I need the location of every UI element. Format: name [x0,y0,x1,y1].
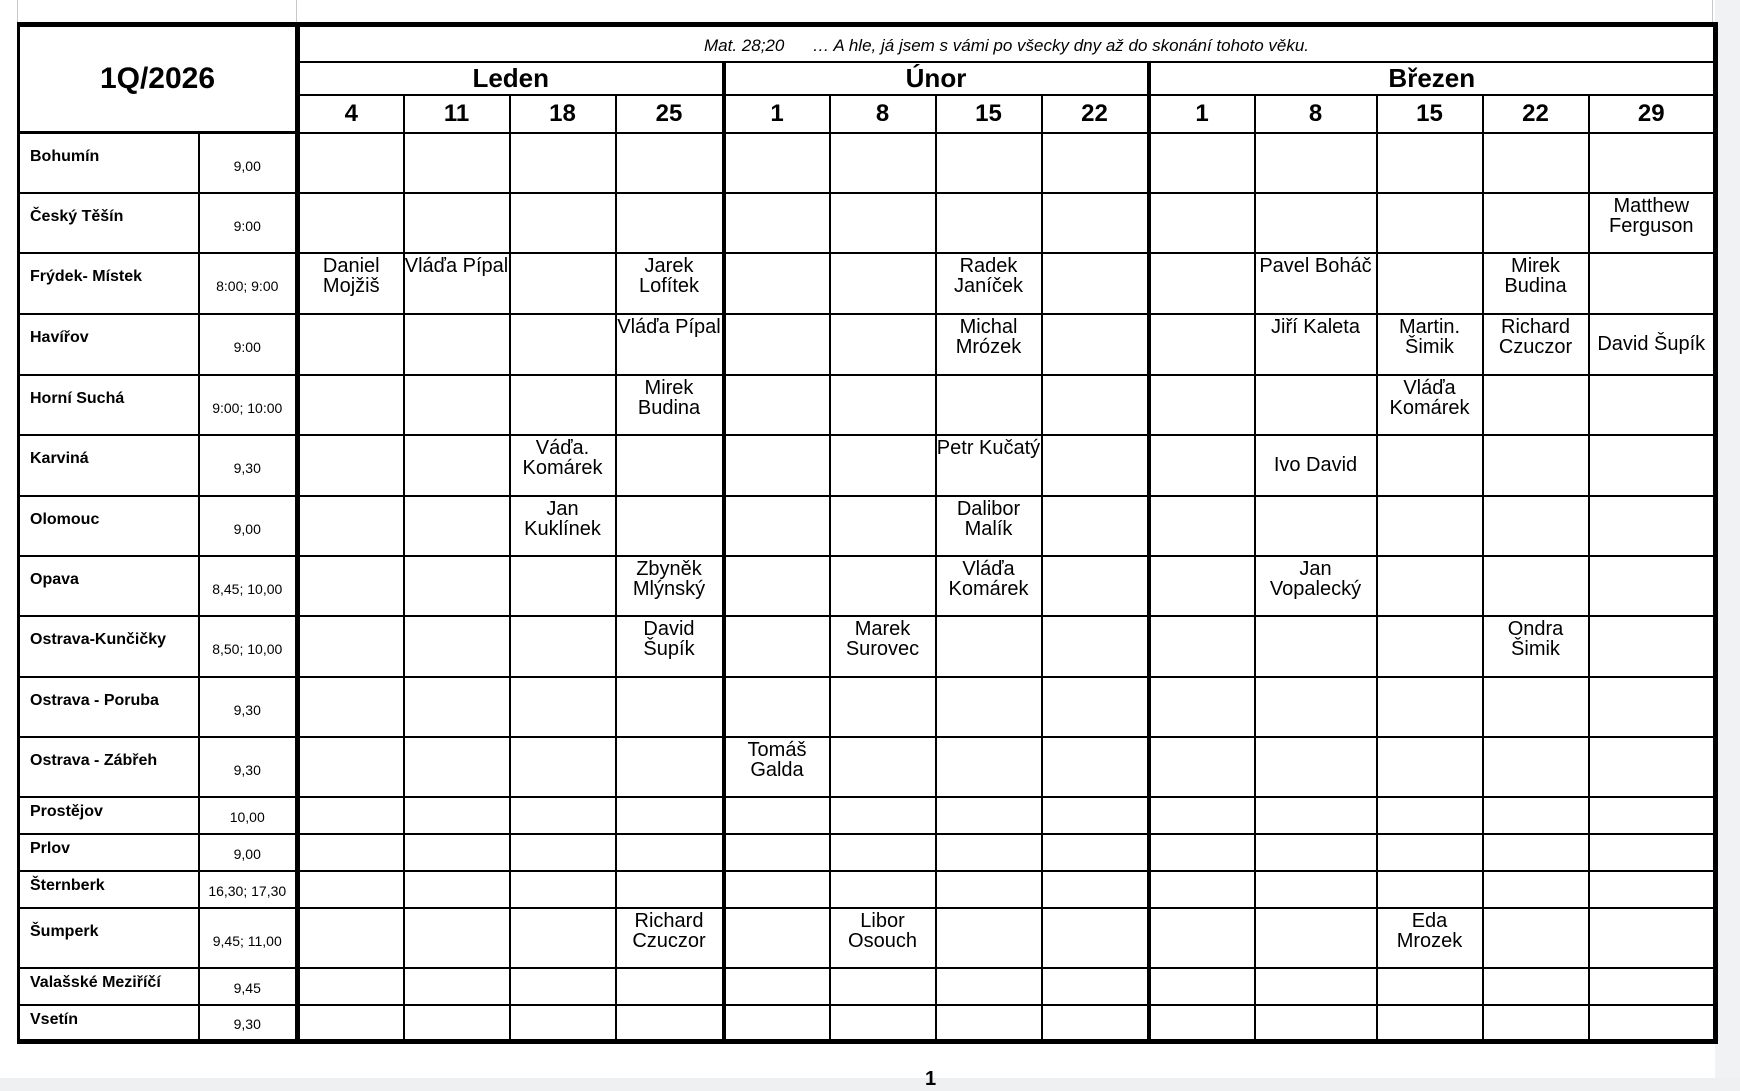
preacher-cell: Michal Mrózek [936,314,1042,375]
empty-slot [724,314,830,375]
preacher-cell: Martin. Šimik [1377,314,1483,375]
church-name: Havířov [19,314,199,375]
empty-slot [1589,496,1716,556]
service-time: 9,30 [199,1005,298,1042]
church-row [19,193,1716,253]
empty-slot [510,834,616,871]
empty-slot [830,314,936,375]
church-name: Bohumín [19,133,199,193]
church-name: Šternberk [19,871,199,908]
empty-slot [724,908,830,968]
empty-slot [830,496,936,556]
church-name: Šumperk [19,908,199,968]
church-name: Vsetín [19,1005,199,1042]
empty-slot [1377,193,1483,253]
empty-slot [1042,193,1149,253]
empty-slot [1042,133,1149,193]
preacher-cell: Váďa. Komárek [510,435,616,496]
empty-slot [830,677,936,737]
sunday-date: 18 [510,95,616,133]
empty-slot [1255,616,1377,677]
empty-slot [1589,797,1716,834]
empty-slot [1042,496,1149,556]
empty-slot [1255,133,1377,193]
empty-slot [724,375,830,435]
empty-slot [298,314,404,375]
empty-slot [298,375,404,435]
empty-slot [724,556,830,616]
empty-slot [298,1005,404,1042]
church-name: Prostějov [19,797,199,834]
month-header: Leden [298,62,724,95]
empty-slot [404,435,510,496]
preacher-cell: David Šupík [616,616,724,677]
empty-slot [404,1005,510,1042]
church-name: Ostrava - Zábřeh [19,737,199,797]
empty-slot [404,616,510,677]
sunday-date: 8 [1255,95,1377,133]
empty-slot [1042,908,1149,968]
preacher-cell: Vláďa Komárek [936,556,1042,616]
preacher-cell: David Šupík [1589,314,1716,375]
empty-slot [936,834,1042,871]
empty-slot [1589,616,1716,677]
empty-slot [510,908,616,968]
empty-slot [1377,834,1483,871]
empty-slot [616,834,724,871]
empty-slot [298,797,404,834]
empty-slot [724,193,830,253]
preacher-cell: Matthew Ferguson [1589,193,1716,253]
empty-slot [724,834,830,871]
service-time: 9:00; 10:00 [199,375,298,435]
preacher-cell: Vláďa Pípal [404,253,510,314]
sunday-date: 15 [936,95,1042,133]
empty-slot [1483,556,1589,616]
bible-verse [298,25,1716,62]
sunday-date: 29 [1589,95,1716,133]
empty-slot [936,1005,1042,1042]
empty-slot [1042,314,1149,375]
empty-slot [616,968,724,1005]
preacher-cell: Dalibor Malík [936,496,1042,556]
empty-slot [1377,871,1483,908]
empty-slot [830,133,936,193]
empty-slot [510,797,616,834]
empty-slot [1377,797,1483,834]
preacher-cell: Radek Janíček [936,253,1042,314]
church-row [19,314,1716,375]
sunday-date: 11 [404,95,510,133]
empty-slot [404,556,510,616]
sunday-date: 1 [1149,95,1255,133]
empty-slot [1377,616,1483,677]
empty-slot [1255,375,1377,435]
empty-slot [1255,677,1377,737]
empty-slot [510,871,616,908]
empty-slot [1589,556,1716,616]
empty-slot [830,193,936,253]
empty-slot [1255,871,1377,908]
empty-slot [404,834,510,871]
church-name: Prlov [19,834,199,871]
empty-slot [404,908,510,968]
preacher-cell: Mirek Budina [1483,253,1589,314]
empty-slot [1149,871,1255,908]
empty-slot [1589,253,1716,314]
empty-slot [724,496,830,556]
page-number: 1 [925,1068,937,1090]
church-name: Opava [19,556,199,616]
church-name: Valašské Meziříčí [19,968,199,1005]
empty-slot [830,556,936,616]
church-name: Karviná [19,435,199,496]
empty-slot [1377,737,1483,797]
empty-slot [1042,375,1149,435]
empty-slot [1149,737,1255,797]
empty-slot [936,908,1042,968]
preacher-cell: Petr Kučatý [936,435,1042,496]
verse-row [19,25,1716,62]
empty-slot [298,496,404,556]
empty-slot [1483,797,1589,834]
empty-slot [1377,556,1483,616]
empty-slot [298,834,404,871]
sunday-date: 8 [830,95,936,133]
empty-slot [830,375,936,435]
empty-slot [616,435,724,496]
empty-slot [616,797,724,834]
empty-slot [298,133,404,193]
empty-slot [404,968,510,1005]
church-row [19,496,1716,556]
empty-slot [510,1005,616,1042]
empty-slot [724,797,830,834]
empty-slot [1377,133,1483,193]
preacher-cell: Jan Vopalecký [1255,556,1377,616]
empty-slot [298,193,404,253]
empty-slot [936,677,1042,737]
church-row [19,133,1716,193]
empty-slot [1589,968,1716,1005]
empty-slot [1042,435,1149,496]
empty-slot [936,193,1042,253]
empty-slot [1149,193,1255,253]
sunday-date: 22 [1042,95,1149,133]
preacher-cell: Pavel Boháč [1255,253,1377,314]
verse-text: … A hle, já jsem s vámi po všecky dny až do skonání tohoto věku. [812,35,1310,55]
church-name: Ostrava - Poruba [19,677,199,737]
empty-slot [1042,556,1149,616]
church-name: Olomouc [19,496,199,556]
church-row [19,677,1716,737]
empty-slot [1149,133,1255,193]
church-row [19,616,1716,677]
preacher-cell: Tomáš Galda [724,737,830,797]
empty-slot [616,677,724,737]
empty-slot [1483,193,1589,253]
empty-slot [298,616,404,677]
month-header: Únor [724,62,1149,95]
empty-slot [1483,133,1589,193]
empty-slot [1149,968,1255,1005]
empty-slot [510,737,616,797]
empty-slot [1589,677,1716,737]
church-row [19,968,1716,1005]
empty-slot [830,968,936,1005]
empty-slot [1377,496,1483,556]
empty-slot [1483,968,1589,1005]
empty-slot [404,871,510,908]
empty-slot [1589,375,1716,435]
empty-slot [724,133,830,193]
preacher-cell: Jan Kuklínek [510,496,616,556]
empty-slot [724,435,830,496]
preacher-cell: Ivo David [1255,435,1377,496]
empty-slot [1255,968,1377,1005]
sunday-date: 1 [724,95,830,133]
preacher-cell: Mirek Budina [616,375,724,435]
empty-slot [830,737,936,797]
empty-slot [1149,435,1255,496]
service-time: 9,30 [199,737,298,797]
empty-slot [510,133,616,193]
empty-slot [1589,737,1716,797]
service-time: 8,45; 10,00 [199,556,298,616]
service-time: 16,30; 17,30 [199,871,298,908]
empty-slot [1589,133,1716,193]
empty-slot [1589,1005,1716,1042]
empty-slot [1149,1005,1255,1042]
preacher-cell: Ondra Šimik [1483,616,1589,677]
previous-page-remnant [0,0,1740,22]
empty-slot [1042,253,1149,314]
empty-slot [1149,616,1255,677]
empty-slot [1483,1005,1589,1042]
empty-slot [936,737,1042,797]
empty-slot [936,133,1042,193]
preacher-cell: Jarek Lofítek [616,253,724,314]
church-name: Ostrava-Kunčičky [19,616,199,677]
empty-slot [1483,908,1589,968]
church-row [19,1005,1716,1042]
empty-slot [616,193,724,253]
empty-slot [1149,834,1255,871]
church-row [19,908,1716,968]
empty-slot [1042,737,1149,797]
empty-slot [1483,375,1589,435]
empty-slot [404,677,510,737]
page-gutter [1715,0,1740,1078]
empty-slot [510,193,616,253]
sunday-date: 22 [1483,95,1589,133]
empty-slot [616,496,724,556]
empty-slot [298,908,404,968]
empty-slot [830,834,936,871]
empty-slot [1042,968,1149,1005]
church-row [19,556,1716,616]
church-name: Horní Suchá [19,375,199,435]
empty-slot [724,616,830,677]
empty-slot [298,871,404,908]
service-time: 9,45; 11,00 [199,908,298,968]
empty-slot [404,737,510,797]
empty-slot [1255,193,1377,253]
empty-slot [1149,253,1255,314]
empty-slot [1149,375,1255,435]
empty-slot [510,556,616,616]
empty-slot [404,496,510,556]
empty-slot [616,1005,724,1042]
empty-slot [1149,908,1255,968]
empty-slot [1255,797,1377,834]
empty-slot [404,314,510,375]
preacher-cell: Vláďa Komárek [1377,375,1483,435]
service-time: 10,00 [199,797,298,834]
empty-slot [404,133,510,193]
service-time: 8:00; 9:00 [199,253,298,314]
preacher-cell: Marek Surovec [830,616,936,677]
church-row [19,737,1716,797]
empty-slot [404,193,510,253]
empty-slot [724,968,830,1005]
empty-slot [1377,435,1483,496]
preacher-cell: Zbyněk Mlýnský [616,556,724,616]
empty-slot [936,375,1042,435]
empty-slot [298,435,404,496]
empty-slot [1483,677,1589,737]
empty-slot [404,375,510,435]
empty-slot [1483,737,1589,797]
empty-slot [1589,908,1716,968]
church-name: Frýdek- Místek [19,253,199,314]
empty-slot [510,314,616,375]
service-time: 9,45 [199,968,298,1005]
service-time: 9,30 [199,677,298,737]
church-name: Český Těšín [19,193,199,253]
empty-slot [936,797,1042,834]
empty-slot [1483,435,1589,496]
verse-reference: Mat. 28;20 [704,35,785,55]
empty-slot [1042,797,1149,834]
empty-slot [724,677,830,737]
preacher-cell: Jiří Kaleta [1255,314,1377,375]
empty-slot [404,797,510,834]
empty-slot [616,133,724,193]
church-row [19,253,1716,314]
empty-slot [1589,871,1716,908]
quarter-title: 1Q/2026 [19,25,298,133]
service-time: 9:00 [199,314,298,375]
preaching-schedule-table [17,22,1718,1044]
service-time: 9:00 [199,193,298,253]
preacher-cell: Eda Mrozek [1377,908,1483,968]
empty-slot [1377,1005,1483,1042]
empty-slot [1255,1005,1377,1042]
service-time: 9,30 [199,435,298,496]
church-row [19,834,1716,871]
empty-slot [1042,677,1149,737]
empty-slot [1042,834,1149,871]
church-row [19,797,1716,834]
empty-slot [1042,871,1149,908]
church-row [19,375,1716,435]
empty-slot [1255,496,1377,556]
empty-slot [1149,677,1255,737]
empty-slot [510,677,616,737]
empty-slot [1149,556,1255,616]
empty-slot [616,871,724,908]
empty-slot [724,253,830,314]
empty-slot [298,968,404,1005]
preacher-cell: Richard Czuczor [616,908,724,968]
empty-slot [1377,677,1483,737]
preacher-cell: Richard Czuczor [1483,314,1589,375]
empty-slot [298,556,404,616]
empty-slot [1255,737,1377,797]
empty-slot [724,1005,830,1042]
empty-slot [830,253,936,314]
sunday-date: 15 [1377,95,1483,133]
empty-slot [1483,834,1589,871]
empty-slot [1255,908,1377,968]
preacher-cell: Vláďa Pípal [616,314,724,375]
empty-slot [1149,496,1255,556]
empty-slot [1255,834,1377,871]
empty-slot [616,737,724,797]
preacher-cell: Libor Osouch [830,908,936,968]
empty-slot [1589,834,1716,871]
empty-slot [1483,496,1589,556]
sunday-date: 25 [616,95,724,133]
empty-slot [830,435,936,496]
empty-slot [830,1005,936,1042]
empty-slot [830,797,936,834]
preacher-cell: Daniel Mojžiš [298,253,404,314]
empty-slot [510,375,616,435]
service-time: 8,50; 10,00 [199,616,298,677]
empty-slot [936,871,1042,908]
service-time: 9,00 [199,834,298,871]
sunday-date: 4 [298,95,404,133]
service-time: 9,00 [199,133,298,193]
empty-slot [1377,968,1483,1005]
empty-slot [510,968,616,1005]
empty-slot [1589,435,1716,496]
empty-slot [936,968,1042,1005]
church-row [19,871,1716,908]
empty-slot [1042,616,1149,677]
church-row [19,435,1716,496]
empty-slot [510,253,616,314]
service-time: 9,00 [199,496,298,556]
empty-slot [936,616,1042,677]
empty-slot [1377,253,1483,314]
month-header: Březen [1149,62,1716,95]
empty-slot [1042,1005,1149,1042]
empty-slot [1483,871,1589,908]
empty-slot [510,616,616,677]
empty-slot [298,677,404,737]
empty-slot [298,737,404,797]
empty-slot [830,871,936,908]
empty-slot [1149,314,1255,375]
empty-slot [724,871,830,908]
empty-slot [1149,797,1255,834]
